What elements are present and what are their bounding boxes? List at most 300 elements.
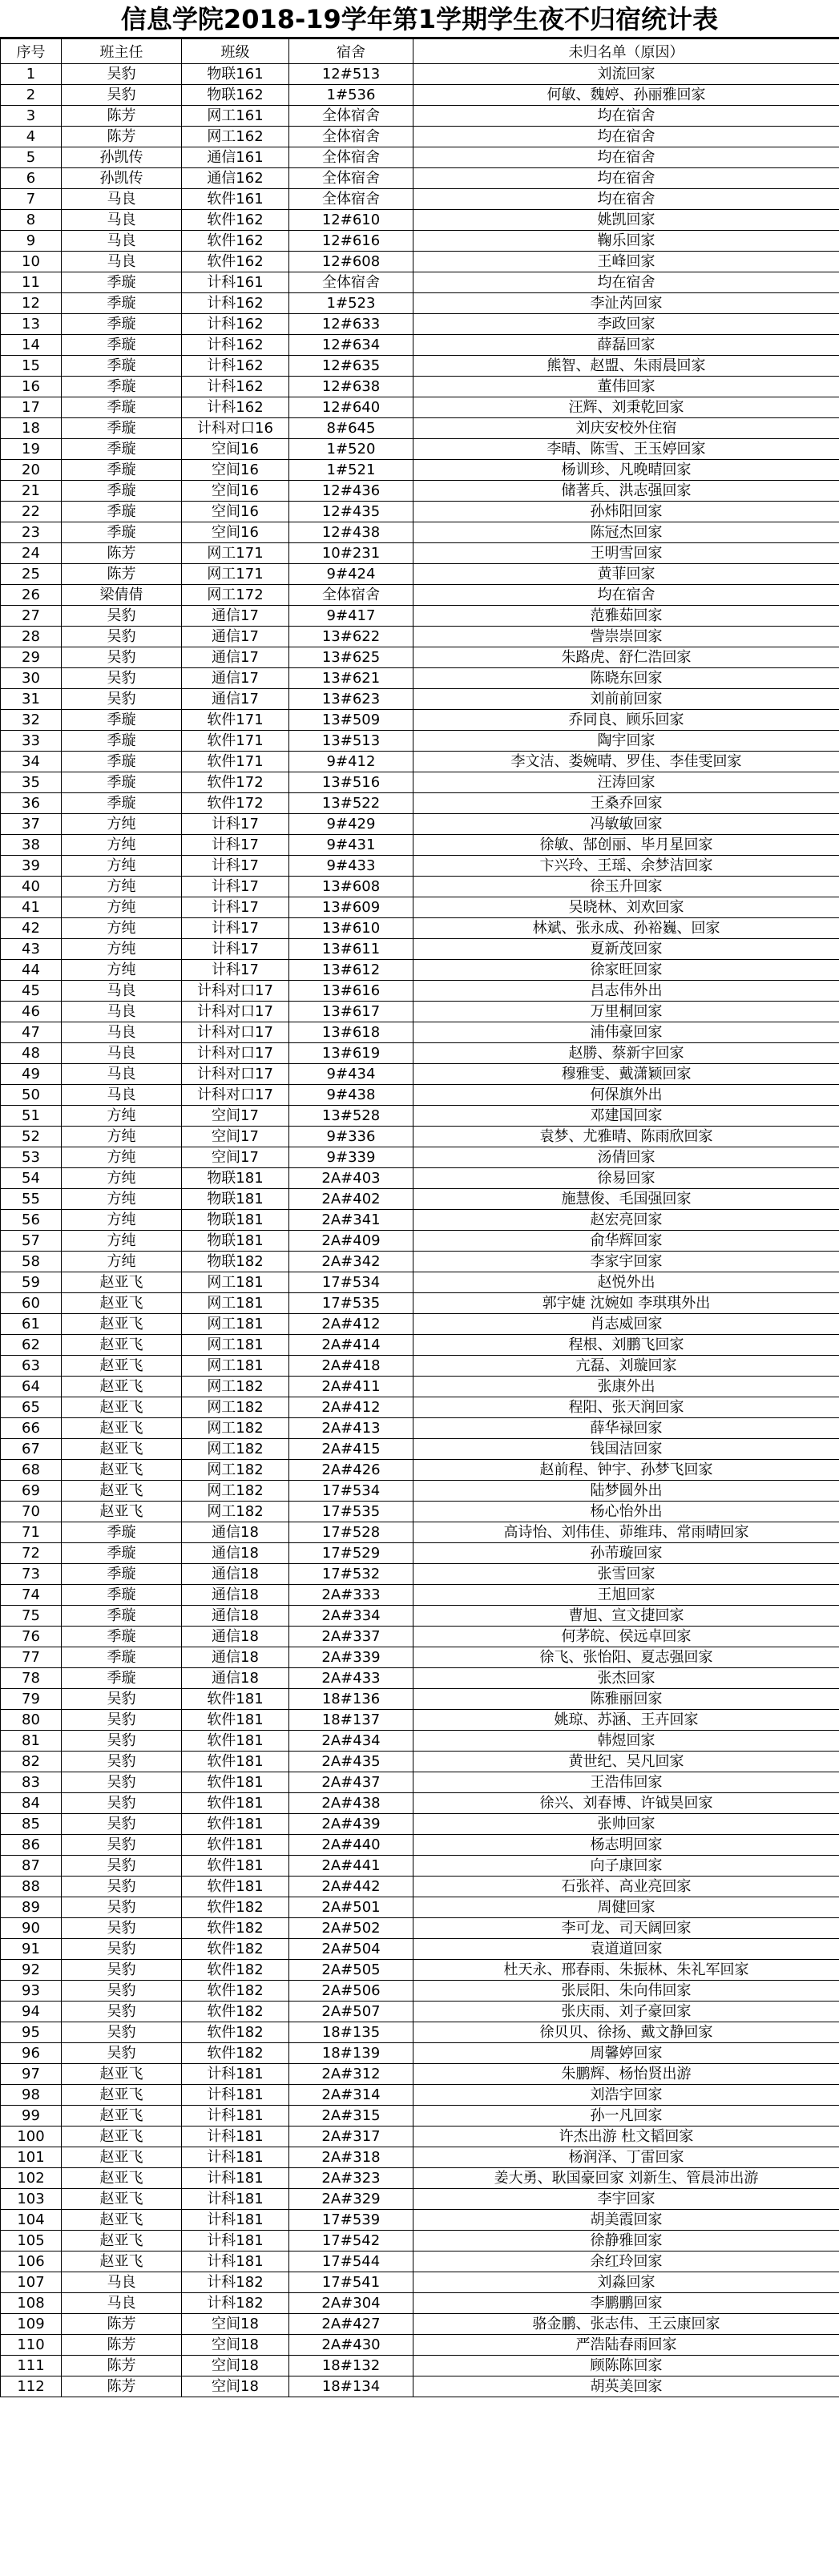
cell-teacher: 季璇 — [62, 1647, 182, 1668]
cell-class: 计科17 — [182, 814, 289, 835]
table-row — [1, 1918, 839, 1939]
table-row — [1, 918, 839, 939]
cell-class: 软件182 — [182, 1918, 289, 1939]
cell-dorm: 2A#438 — [289, 1793, 413, 1814]
table-row — [1, 272, 839, 293]
cell-index: 73 — [1, 1564, 62, 1585]
cell-dorm: 2A#315 — [289, 2106, 413, 2127]
cell-index: 92 — [1, 1960, 62, 1981]
cell-teacher: 马良 — [62, 981, 182, 1002]
table-row — [1, 668, 839, 689]
table-row — [1, 1022, 839, 1043]
cell-dorm: 9#438 — [289, 1085, 413, 1106]
cell-index: 27 — [1, 606, 62, 627]
cell-dorm: 2A#418 — [289, 1356, 413, 1377]
cell-class: 计科对口17 — [182, 981, 289, 1002]
cell-index: 7 — [1, 189, 62, 210]
table-row — [1, 481, 839, 502]
table-row — [1, 1668, 839, 1689]
table-row — [1, 606, 839, 627]
cell-index: 79 — [1, 1689, 62, 1710]
cell-absent-list: 程根、刘鹏飞回家 — [413, 1335, 839, 1356]
table-row — [1, 2002, 839, 2022]
cell-absent-list: 亢磊、刘璇回家 — [413, 1356, 839, 1377]
table-row — [1, 1335, 839, 1356]
cell-dorm: 1#521 — [289, 460, 413, 481]
cell-teacher: 赵亚飞 — [62, 2064, 182, 2085]
statistics-table — [0, 38, 839, 2397]
cell-dorm: 12#436 — [289, 481, 413, 502]
table-row — [1, 418, 839, 439]
cell-index: 41 — [1, 897, 62, 918]
table-row — [1, 85, 839, 106]
cell-index: 95 — [1, 2022, 62, 2043]
cell-dorm: 全体宿舍 — [289, 168, 413, 189]
cell-teacher: 季璇 — [62, 481, 182, 502]
table-row — [1, 960, 839, 981]
cell-absent-list: 俞华辉回家 — [413, 1231, 839, 1252]
cell-teacher: 季璇 — [62, 293, 182, 314]
cell-absent-list: 陈冠杰回家 — [413, 522, 839, 543]
cell-dorm: 12#634 — [289, 335, 413, 356]
table-row — [1, 1002, 839, 1022]
cell-class: 通信18 — [182, 1606, 289, 1627]
cell-absent-list: 肖志威回家 — [413, 1314, 839, 1335]
cell-index: 33 — [1, 731, 62, 752]
cell-teacher: 马良 — [62, 1043, 182, 1064]
cell-index: 50 — [1, 1085, 62, 1106]
cell-absent-list: 曹旭、宣文捷回家 — [413, 1606, 839, 1627]
table-row — [1, 1877, 839, 1897]
cell-absent-list: 冯敏敏回家 — [413, 814, 839, 835]
cell-teacher: 赵亚飞 — [62, 1356, 182, 1377]
cell-dorm: 2A#333 — [289, 1585, 413, 1606]
cell-dorm: 12#438 — [289, 522, 413, 543]
cell-teacher: 方纯 — [62, 1189, 182, 1210]
table-row — [1, 1981, 839, 2002]
cell-class: 通信17 — [182, 647, 289, 668]
cell-index: 20 — [1, 460, 62, 481]
cell-dorm: 2A#314 — [289, 2085, 413, 2106]
cell-dorm: 2A#412 — [289, 1314, 413, 1335]
cell-teacher: 孙凯传 — [62, 147, 182, 168]
cell-class: 软件162 — [182, 231, 289, 252]
cell-index: 3 — [1, 106, 62, 127]
cell-absent-list: 刘前前回家 — [413, 689, 839, 710]
cell-index: 17 — [1, 397, 62, 418]
cell-class: 网工181 — [182, 1293, 289, 1314]
cell-teacher: 方纯 — [62, 856, 182, 877]
table-row — [1, 147, 839, 168]
cell-index: 2 — [1, 85, 62, 106]
cell-dorm: 2A#501 — [289, 1897, 413, 1918]
cell-absent-list: 顾陈陈回家 — [413, 2356, 839, 2376]
cell-teacher: 陈芳 — [62, 543, 182, 564]
cell-teacher: 吴豹 — [62, 1689, 182, 1710]
cell-teacher: 吴豹 — [62, 689, 182, 710]
cell-dorm: 17#529 — [289, 1543, 413, 1564]
cell-teacher: 季璇 — [62, 335, 182, 356]
cell-dorm: 1#536 — [289, 85, 413, 106]
cell-absent-list: 姚凯回家 — [413, 210, 839, 231]
cell-absent-list: 陈晓东回家 — [413, 668, 839, 689]
cell-teacher: 季璇 — [62, 752, 182, 772]
cell-absent-list: 赵勝、蔡新宇回家 — [413, 1043, 839, 1064]
cell-class: 软件181 — [182, 1877, 289, 1897]
cell-absent-list: 刘庆安校外住宿 — [413, 418, 839, 439]
cell-class: 软件162 — [182, 252, 289, 272]
cell-teacher: 季璇 — [62, 1627, 182, 1647]
cell-absent-list: 徐家旺回家 — [413, 960, 839, 981]
cell-class: 计科181 — [182, 2231, 289, 2251]
cell-class: 软件182 — [182, 1939, 289, 1960]
cell-class: 软件181 — [182, 1689, 289, 1710]
cell-absent-list: 张雪回家 — [413, 1564, 839, 1585]
cell-class: 计科对口16 — [182, 418, 289, 439]
cell-dorm: 13#625 — [289, 647, 413, 668]
cell-dorm: 2A#402 — [289, 1189, 413, 1210]
cell-dorm: 2A#337 — [289, 1627, 413, 1647]
table-row — [1, 793, 839, 814]
cell-absent-list: 孙炜阳回家 — [413, 502, 839, 522]
cell-teacher: 赵亚飞 — [62, 1314, 182, 1335]
cell-absent-list: 袁梦、尤雅晴、陈雨欣回家 — [413, 1127, 839, 1147]
table-row — [1, 2127, 839, 2147]
cell-absent-list: 汪辉、刘秉乾回家 — [413, 397, 839, 418]
cell-class: 计科162 — [182, 356, 289, 377]
table-row — [1, 1314, 839, 1335]
cell-absent-list: 李晴、陈雪、王玉婷回家 — [413, 439, 839, 460]
cell-teacher: 季璇 — [62, 1522, 182, 1543]
cell-index: 28 — [1, 627, 62, 647]
cell-teacher: 赵亚飞 — [62, 2147, 182, 2168]
cell-absent-list: 万里桐回家 — [413, 1002, 839, 1022]
cell-dorm: 全体宿舍 — [289, 127, 413, 147]
table-row — [1, 1647, 839, 1668]
cell-absent-list: 李政回家 — [413, 314, 839, 335]
cell-absent-list: 李家宇回家 — [413, 1252, 839, 1272]
cell-index: 108 — [1, 2293, 62, 2314]
cell-class: 计科181 — [182, 2147, 289, 2168]
cell-dorm: 17#534 — [289, 1481, 413, 1502]
table-row — [1, 1585, 839, 1606]
cell-class: 网工181 — [182, 1335, 289, 1356]
cell-index: 29 — [1, 647, 62, 668]
table-row — [1, 2251, 839, 2272]
table-row — [1, 1189, 839, 1210]
cell-index: 49 — [1, 1064, 62, 1085]
cell-teacher: 陈芳 — [62, 127, 182, 147]
cell-class: 计科对口17 — [182, 1043, 289, 1064]
cell-index: 76 — [1, 1627, 62, 1647]
cell-teacher: 季璇 — [62, 418, 182, 439]
table-row — [1, 1293, 839, 1314]
cell-class: 软件162 — [182, 210, 289, 231]
cell-absent-list: 何敏、魏婷、孙丽雅回家 — [413, 85, 839, 106]
cell-class: 计科181 — [182, 2168, 289, 2189]
cell-absent-list: 赵前程、钟宇、孙梦飞回家 — [413, 1460, 839, 1481]
table-row — [1, 689, 839, 710]
cell-absent-list: 均在宿舍 — [413, 585, 839, 606]
cell-absent-list: 王旭回家 — [413, 1585, 839, 1606]
header-teacher: 班主任 — [62, 39, 182, 64]
cell-index: 67 — [1, 1439, 62, 1460]
header-dorm: 宿舍 — [289, 39, 413, 64]
cell-index: 55 — [1, 1189, 62, 1210]
cell-class: 软件181 — [182, 1793, 289, 1814]
cell-absent-list: 汤倩回家 — [413, 1147, 839, 1168]
cell-teacher: 马良 — [62, 1085, 182, 1106]
table-row — [1, 2376, 839, 2397]
cell-index: 40 — [1, 877, 62, 897]
cell-absent-list: 徐兴、刘春博、许钺昊回家 — [413, 1793, 839, 1814]
cell-teacher: 陈芳 — [62, 2376, 182, 2397]
cell-index: 70 — [1, 1502, 62, 1522]
cell-teacher: 吴豹 — [62, 668, 182, 689]
cell-teacher: 季璇 — [62, 377, 182, 397]
cell-class: 通信161 — [182, 147, 289, 168]
cell-index: 104 — [1, 2210, 62, 2231]
cell-index: 37 — [1, 814, 62, 835]
cell-dorm: 13#612 — [289, 960, 413, 981]
cell-index: 105 — [1, 2231, 62, 2251]
table-row — [1, 439, 839, 460]
cell-dorm: 2A#323 — [289, 2168, 413, 2189]
cell-index: 48 — [1, 1043, 62, 1064]
cell-absent-list: 李鹏鹏回家 — [413, 2293, 839, 2314]
cell-index: 88 — [1, 1877, 62, 1897]
table-row — [1, 1064, 839, 1085]
cell-dorm: 9#424 — [289, 564, 413, 585]
cell-index: 53 — [1, 1147, 62, 1168]
cell-index: 42 — [1, 918, 62, 939]
cell-index: 80 — [1, 1710, 62, 1731]
cell-index: 87 — [1, 1856, 62, 1877]
cell-teacher: 吴豹 — [62, 2043, 182, 2064]
cell-index: 24 — [1, 543, 62, 564]
table-row — [1, 1689, 839, 1710]
cell-teacher: 季璇 — [62, 314, 182, 335]
cell-index: 64 — [1, 1377, 62, 1397]
cell-index: 6 — [1, 168, 62, 189]
cell-absent-list: 石张祥、高业亮回家 — [413, 1877, 839, 1897]
cell-class: 通信18 — [182, 1543, 289, 1564]
cell-absent-list: 袁道道回家 — [413, 1939, 839, 1960]
cell-index: 90 — [1, 1918, 62, 1939]
cell-index: 34 — [1, 752, 62, 772]
cell-class: 计科162 — [182, 397, 289, 418]
table-row — [1, 627, 839, 647]
cell-index: 102 — [1, 2168, 62, 2189]
table-row — [1, 1793, 839, 1814]
table-row — [1, 1564, 839, 1585]
cell-index: 77 — [1, 1647, 62, 1668]
cell-class: 通信17 — [182, 627, 289, 647]
table-row — [1, 1710, 839, 1731]
cell-teacher: 赵亚飞 — [62, 1418, 182, 1439]
cell-absent-list: 穆雅雯、戴潇颖回家 — [413, 1064, 839, 1085]
cell-absent-list: 乔同良、顾乐回家 — [413, 710, 839, 731]
cell-index: 62 — [1, 1335, 62, 1356]
table-row — [1, 2106, 839, 2127]
cell-class: 计科对口17 — [182, 1085, 289, 1106]
cell-class: 软件181 — [182, 1772, 289, 1793]
table-row — [1, 877, 839, 897]
cell-index: 4 — [1, 127, 62, 147]
cell-dorm: 17#534 — [289, 1272, 413, 1293]
cell-index: 22 — [1, 502, 62, 522]
table-row — [1, 106, 839, 127]
cell-teacher: 方纯 — [62, 897, 182, 918]
cell-index: 21 — [1, 481, 62, 502]
cell-class: 空间17 — [182, 1106, 289, 1127]
table-row — [1, 2147, 839, 2168]
cell-index: 78 — [1, 1668, 62, 1689]
cell-class: 空间16 — [182, 439, 289, 460]
cell-dorm: 2A#409 — [289, 1231, 413, 1252]
table-row — [1, 1522, 839, 1543]
cell-class: 计科对口17 — [182, 1064, 289, 1085]
cell-teacher: 马良 — [62, 210, 182, 231]
cell-dorm: 2A#433 — [289, 1668, 413, 1689]
cell-teacher: 吴豹 — [62, 1939, 182, 1960]
table-row — [1, 1939, 839, 1960]
cell-dorm: 10#231 — [289, 543, 413, 564]
table-row — [1, 522, 839, 543]
cell-teacher: 赵亚飞 — [62, 2106, 182, 2127]
cell-class: 软件182 — [182, 1960, 289, 1981]
cell-teacher: 陈芳 — [62, 2314, 182, 2335]
cell-dorm: 2A#318 — [289, 2147, 413, 2168]
cell-absent-list: 韩煜回家 — [413, 1731, 839, 1752]
cell-class: 空间18 — [182, 2376, 289, 2397]
cell-teacher: 方纯 — [62, 960, 182, 981]
cell-absent-list: 李宇回家 — [413, 2189, 839, 2210]
table-row — [1, 2272, 839, 2293]
cell-dorm: 2A#441 — [289, 1856, 413, 1877]
cell-dorm: 17#539 — [289, 2210, 413, 2231]
cell-absent-list: 浦伟豪回家 — [413, 1022, 839, 1043]
cell-absent-list: 孙一凡回家 — [413, 2106, 839, 2127]
cell-index: 38 — [1, 835, 62, 856]
cell-class: 计科182 — [182, 2293, 289, 2314]
table-row — [1, 2335, 839, 2356]
cell-index: 59 — [1, 1272, 62, 1293]
table-row — [1, 1606, 839, 1627]
cell-teacher: 吴豹 — [62, 1918, 182, 1939]
cell-index: 74 — [1, 1585, 62, 1606]
cell-index: 84 — [1, 1793, 62, 1814]
cell-class: 软件181 — [182, 1814, 289, 1835]
cell-dorm: 12#435 — [289, 502, 413, 522]
cell-index: 36 — [1, 793, 62, 814]
cell-absent-list: 黄菲回家 — [413, 564, 839, 585]
table-row — [1, 460, 839, 481]
cell-dorm: 18#139 — [289, 2043, 413, 2064]
cell-class: 计科17 — [182, 877, 289, 897]
cell-absent-list: 姜大勇、耿国豪回家 刘新生、管晨沛出游 — [413, 2168, 839, 2189]
cell-index: 109 — [1, 2314, 62, 2335]
cell-dorm: 13#516 — [289, 772, 413, 793]
cell-absent-list: 吕志伟外出 — [413, 981, 839, 1002]
table-row — [1, 752, 839, 772]
cell-absent-list: 朱鹏辉、杨怡贤出游 — [413, 2064, 839, 2085]
cell-teacher: 赵亚飞 — [62, 2085, 182, 2106]
cell-index: 66 — [1, 1418, 62, 1439]
cell-teacher: 季璇 — [62, 460, 182, 481]
cell-teacher: 方纯 — [62, 1168, 182, 1189]
cell-class: 空间17 — [182, 1127, 289, 1147]
cell-dorm: 13#619 — [289, 1043, 413, 1064]
cell-class: 通信18 — [182, 1627, 289, 1647]
table-row — [1, 1085, 839, 1106]
cell-class: 网工182 — [182, 1397, 289, 1418]
cell-index: 9 — [1, 231, 62, 252]
cell-teacher: 方纯 — [62, 1127, 182, 1147]
cell-absent-list: 李沚芮回家 — [413, 293, 839, 314]
cell-class: 通信17 — [182, 668, 289, 689]
table-row — [1, 1127, 839, 1147]
cell-absent-list: 董伟回家 — [413, 377, 839, 397]
cell-index: 52 — [1, 1127, 62, 1147]
cell-class: 网工171 — [182, 543, 289, 564]
cell-absent-list: 胡美霞回家 — [413, 2210, 839, 2231]
cell-class: 通信18 — [182, 1647, 289, 1668]
table-row — [1, 731, 839, 752]
cell-index: 111 — [1, 2356, 62, 2376]
cell-class: 网工171 — [182, 564, 289, 585]
cell-teacher: 季璇 — [62, 1668, 182, 1689]
table-row — [1, 1439, 839, 1460]
header-class: 班级 — [182, 39, 289, 64]
table-body — [1, 64, 839, 2397]
table-row — [1, 1856, 839, 1877]
cell-index: 72 — [1, 1543, 62, 1564]
cell-dorm: 18#135 — [289, 2022, 413, 2043]
cell-class: 通信17 — [182, 689, 289, 710]
cell-index: 103 — [1, 2189, 62, 2210]
cell-teacher: 赵亚飞 — [62, 1502, 182, 1522]
table-row — [1, 1252, 839, 1272]
cell-class: 空间16 — [182, 460, 289, 481]
table-row — [1, 1210, 839, 1231]
cell-teacher: 马良 — [62, 252, 182, 272]
table-row — [1, 1356, 839, 1377]
cell-dorm: 17#542 — [289, 2231, 413, 2251]
table-row — [1, 1147, 839, 1168]
cell-dorm: 2A#506 — [289, 1981, 413, 2002]
cell-index: 110 — [1, 2335, 62, 2356]
cell-absent-list: 徐飞、张怡阳、夏志强回家 — [413, 1647, 839, 1668]
cell-teacher: 马良 — [62, 2293, 182, 2314]
cell-class: 计科181 — [182, 2189, 289, 2210]
cell-class: 通信17 — [182, 606, 289, 627]
cell-dorm: 13#611 — [289, 939, 413, 960]
cell-teacher: 赵亚飞 — [62, 1377, 182, 1397]
table-row — [1, 356, 839, 377]
cell-teacher: 方纯 — [62, 1252, 182, 1272]
cell-index: 8 — [1, 210, 62, 231]
table-row — [1, 1960, 839, 1981]
cell-index: 54 — [1, 1168, 62, 1189]
table-row — [1, 1814, 839, 1835]
cell-teacher: 马良 — [62, 231, 182, 252]
cell-absent-list: 赵宏亮回家 — [413, 1210, 839, 1231]
cell-teacher: 吴豹 — [62, 1814, 182, 1835]
cell-teacher: 吴豹 — [62, 1877, 182, 1897]
cell-dorm: 2A#329 — [289, 2189, 413, 2210]
cell-absent-list: 徐敏、郜创丽、毕月星回家 — [413, 835, 839, 856]
